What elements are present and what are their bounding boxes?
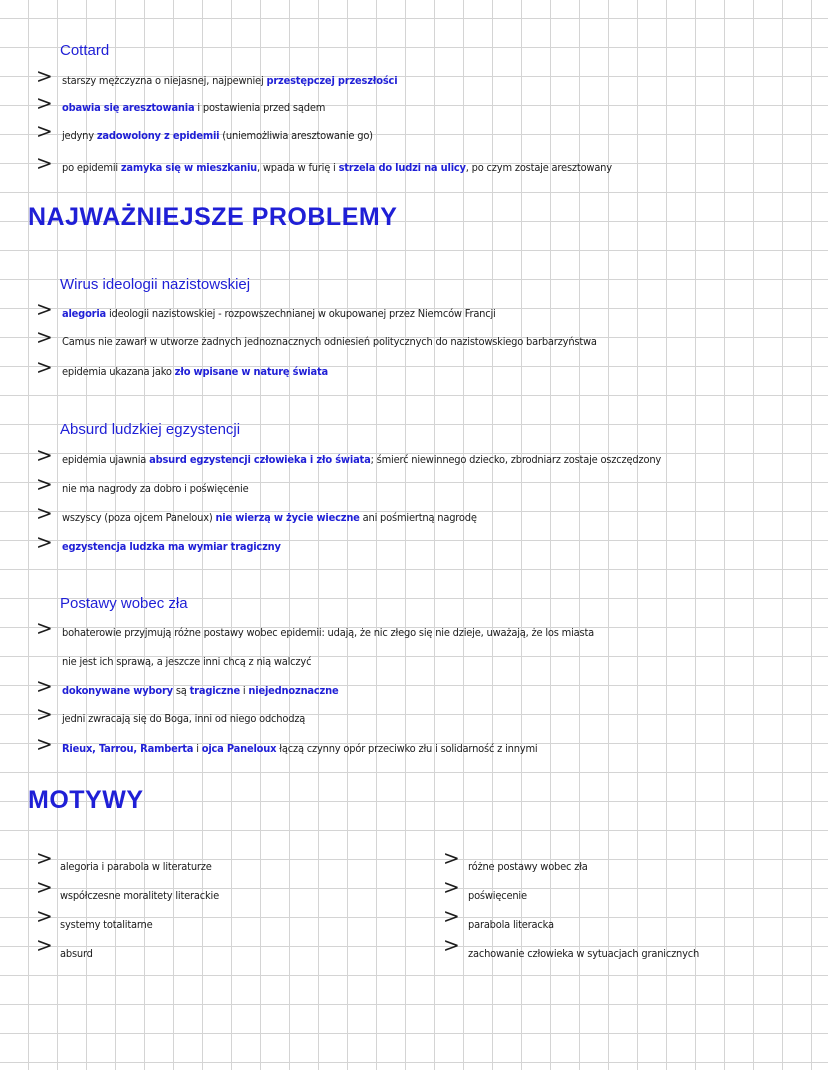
text-segment: nie ma nagrody za dobro i poświęcenie	[62, 482, 249, 495]
motif-item	[468, 889, 527, 902]
text-segment: ; śmierć niewinnego dziecko, zbrodniarz zostaje oszczędzony	[370, 453, 662, 466]
section-subtitle: Cottard	[60, 42, 110, 59]
section-heading: NAJWAŻNIEJSZE PROBLEMY	[28, 203, 398, 231]
section-subtitle: Postawy wobec zła	[60, 595, 188, 612]
text-segment: epidemia ujawnia	[62, 453, 150, 466]
text-segment: jedni zwracają się do Boga, inni od niego odchodzą	[62, 712, 306, 725]
highlighted-text: ojca Paneloux	[201, 742, 277, 755]
highlighted-text: dokonywane wybory	[62, 684, 173, 697]
chevron-right-icon: >	[36, 297, 53, 321]
highlighted-text: zamyka się w mieszkaniu	[120, 161, 257, 174]
chevron-right-icon: >	[36, 846, 53, 870]
text-segment: różne postawy wobec zła	[468, 860, 588, 873]
bullet-item	[62, 365, 328, 378]
bullet-item	[62, 307, 496, 320]
chevron-right-icon: >	[36, 443, 53, 467]
bullet-item	[62, 511, 477, 524]
chevron-right-icon: >	[36, 355, 53, 379]
text-segment: , wpada w furię i	[257, 161, 339, 174]
highlighted-text: niejednoznaczne	[248, 684, 339, 697]
text-segment: starszy mężczyzna o niejasnej, najpewniej	[62, 74, 267, 87]
text-segment: absurd	[60, 947, 93, 960]
motif-item	[60, 860, 212, 873]
text-segment: i postawienia przed sądem	[194, 101, 326, 114]
highlighted-text: zło wpisane w naturę świata	[174, 365, 328, 378]
highlighted-text: strzela do ludzi na ulicy	[338, 161, 466, 174]
highlighted-text: absurd egzystencji człowieka i zło świata	[149, 453, 371, 466]
bullet-item	[62, 482, 249, 495]
text-segment: po epidemii	[62, 161, 121, 174]
section-subtitle: Absurd ludzkiej egzystencji	[60, 421, 241, 438]
bullet-item	[62, 101, 325, 114]
text-segment: bohaterowie przyjmują różne postawy wobec epidemii: udają, że nic złego się nie dzieje, uważają, że los miasta	[62, 626, 594, 639]
chevron-right-icon: >	[36, 732, 53, 756]
chevron-right-icon: >	[36, 530, 53, 554]
motif-item	[60, 889, 219, 902]
motif-item	[468, 947, 699, 960]
text-segment: parabola literacka	[468, 918, 554, 931]
chevron-right-icon: >	[36, 501, 53, 525]
text-segment: (uniemożliwia aresztowanie go)	[219, 129, 373, 142]
text-segment: i	[239, 684, 249, 697]
highlighted-text: nie wierzą w życie wieczne	[215, 511, 360, 524]
chevron-right-icon: >	[36, 702, 53, 726]
text-segment: współczesne moralitety literackie	[60, 889, 219, 902]
text-segment: jedyny	[62, 129, 97, 142]
motif-item	[468, 860, 588, 873]
bullet-item	[62, 129, 373, 142]
chevron-right-icon: >	[36, 674, 53, 698]
chevron-right-icon: >	[36, 119, 53, 143]
highlighted-text: egzystencja ludzka ma wymiar tragiczny	[62, 540, 281, 553]
section-subtitle: Wirus ideologii nazistowskiej	[60, 276, 251, 293]
bullet-item	[62, 335, 597, 348]
highlighted-text: alegoria	[62, 307, 107, 320]
text-segment: są	[172, 684, 190, 697]
highlighted-text: obawia się aresztowania	[62, 101, 195, 114]
text-segment: systemy totalitarne	[60, 918, 153, 931]
text-segment: poświęcenie	[468, 889, 527, 902]
chevron-right-icon: >	[36, 933, 53, 957]
chevron-right-icon: >	[36, 875, 53, 899]
chevron-right-icon: >	[36, 325, 53, 349]
highlighted-text: zadowolony z epidemii	[96, 129, 220, 142]
bullet-continuation	[62, 655, 311, 668]
chevron-right-icon: >	[36, 91, 53, 115]
bullet-item	[62, 712, 305, 725]
bullet-item	[62, 626, 594, 639]
text-segment: Camus nie zawarł w utworze żadnych jednoznacznych odniesień politycznych do nazistowskiego barbarzyństwa	[62, 335, 597, 348]
highlighted-text: Rieux, Tarrou, Ramberta	[62, 742, 194, 755]
motif-item	[468, 918, 554, 931]
text-segment: epidemia ukazana jako	[62, 365, 175, 378]
chevron-right-icon: >	[36, 472, 53, 496]
highlighted-text: tragiczne	[189, 684, 240, 697]
text-segment: ani pośmiertną nagrodę	[359, 511, 477, 524]
text-segment: , po czym zostaje aresztowany	[465, 161, 612, 174]
chevron-right-icon: >	[36, 151, 53, 175]
motif-item	[60, 947, 93, 960]
chevron-right-icon: >	[443, 904, 460, 928]
bullet-item	[62, 74, 397, 87]
bullet-item	[62, 540, 281, 553]
chevron-right-icon: >	[36, 616, 53, 640]
chevron-right-icon: >	[443, 846, 460, 870]
bullet-item	[62, 453, 661, 466]
bullet-item	[62, 742, 537, 755]
text-segment: wszyscy (poza ojcem Paneloux)	[62, 511, 216, 524]
chevron-right-icon: >	[36, 904, 53, 928]
text-segment: zachowanie człowieka w sytuacjach granicznych	[468, 947, 700, 960]
bullet-item	[62, 684, 338, 697]
text-segment: nie jest ich sprawą, a jeszcze inni chcą z nią walczyć	[62, 655, 312, 668]
text-segment: i	[193, 742, 202, 755]
chevron-right-icon: >	[36, 64, 53, 88]
highlighted-text: przestępczej przeszłości	[266, 74, 398, 87]
bullet-item	[62, 161, 612, 174]
chevron-right-icon: >	[443, 875, 460, 899]
text-segment: ideologii nazistowskiej - rozpowszechnianej w okupowanej przez Niemców Francji	[106, 307, 496, 320]
section-heading: MOTYWY	[28, 786, 144, 814]
text-segment: łączą czynny opór przeciwko złu i solidarność z innymi	[276, 742, 538, 755]
text-segment: alegoria i parabola w literaturze	[60, 860, 212, 873]
chevron-right-icon: >	[443, 933, 460, 957]
motif-item	[60, 918, 153, 931]
